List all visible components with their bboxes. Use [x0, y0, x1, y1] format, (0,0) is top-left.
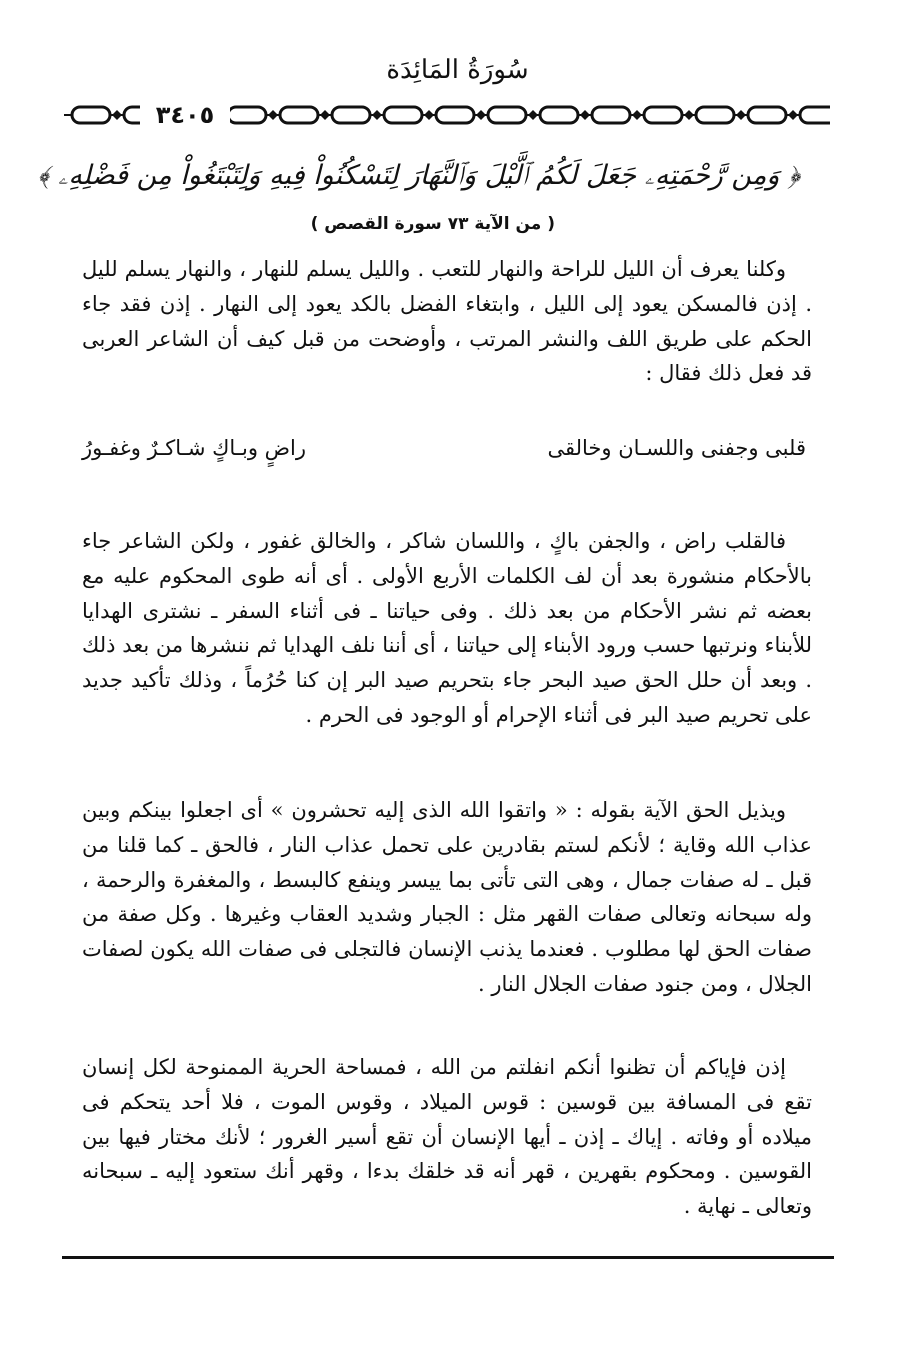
- ornament-diamond: [424, 110, 434, 120]
- ornament-link: [488, 107, 526, 123]
- ornament-link: [800, 107, 830, 123]
- ornament-diamond: [372, 110, 382, 120]
- paragraph-3: [82, 793, 812, 1002]
- ornament-diamond: [320, 110, 330, 120]
- paragraph-4: [82, 1050, 812, 1224]
- ornament-link: [592, 107, 630, 123]
- paragraph-text: فالقلب راض ، والجفن باكٍ ، واللسان شاكر ، والخالق غفور ، ولكن الشاعر جاء بالأحكام منشورة بعد أن لف الكلمات الأربع الأولى . أى أنه طوى المحكوم عليه مع بعضه ثم نشر الأحكام من بعد ذلك . وفى حياتنا ـ فى أثناء السفر ـ نشترى الهدايا للأبناء ونرتبها حسب ورود الأبناء إلى حياتنا ، أى أننا نلف الهدايا ثم ننشرها من بعد ذلك . وبعد أن حلل الحق صيد البحر جاء بتحريم صيد البر إن كنا حُرُماً ، وذلك تأكيد جديد على تحريم صيد البر فى أثناء الإحرام أو الوجود فى الحرم .: [82, 529, 812, 727]
- header-ornament-band: [60, 95, 830, 135]
- ornament-link: [436, 107, 474, 123]
- ornament-link: [228, 107, 266, 123]
- ornament-diamond: [112, 110, 122, 120]
- ornament-diamond: [684, 110, 694, 120]
- paragraph-1: [82, 252, 812, 391]
- poem-second-hemistich: راضٍ وبـاكٍ شـاكـرٌ وغفـورُ: [82, 436, 307, 460]
- ornament-link: [280, 107, 318, 123]
- ornament-link: [384, 107, 422, 123]
- ornament-link: [540, 107, 578, 123]
- surah-title: سُورَةُ المَائِدَة: [386, 55, 529, 85]
- quran-verse: ﴿ وَمِن رَّحْمَتِهِۦ جَعَلَ لَكُمُ ٱلَّيْلَ وَٱلنَّهَارَ لِتَسْكُنُواْ فِيهِ وَلِتَبْتَغُواْ مِن فَضْلِهِۦ ﴾: [37, 160, 800, 191]
- ornament-link: [332, 107, 370, 123]
- paragraph-text: وكلنا يعرف أن الليل للراحة والنهار للتعب . والليل يسلم للنهار ، والنهار يسلم لليل . إذن فالمسكن يعود إلى الليل ، وابتغاء الفضل بالكد يعود إلى النهار . إذن فقد جاء الحكم على طريق اللف والنشر المرتب ، وأوضحت من قبل كيف أن الشاعر العربى قد فعل ذلك فقال :: [82, 257, 812, 386]
- poem-verse: [82, 428, 806, 468]
- ornament-diamond: [736, 110, 746, 120]
- ornament-link: [72, 107, 110, 123]
- paragraph-text: إذن فإياكم أن تظنوا أنكم انفلتم من الله ، فمساحة الحرية الممنوحة لكل إنسان تقع فى المسافة بين قوسين : قوس الميلاد ، وقوس الموت ، فلا أحد يتحكم فى ميلاده أو وفاته . إياك ـ إذن ـ أيها الإنسان أن تقع أسير الغرور ؛ لأنك مختار فيها بين القوسين . ومحكوم بقهرين ، قهر أنه قد خلقك بدءا ، وقهر أنك ستعود إليه ـ سبحانه وتعالى ـ نهاية .: [82, 1055, 812, 1219]
- ornament-diamond: [528, 110, 538, 120]
- ornament-diamond: [476, 110, 486, 120]
- ornament-diamond: [580, 110, 590, 120]
- footer-rule: [62, 1256, 834, 1259]
- ornament-diamond: [268, 110, 278, 120]
- paragraph-2: [82, 524, 812, 733]
- poem-first-hemistich: قلبى وجفنى واللسـان وخالقى: [547, 436, 806, 460]
- page-number: ٣٤٠٥: [140, 97, 230, 133]
- paragraph-text: ويذيل الحق الآية بقوله : « واتقوا الله الذى إليه تحشرون » أى اجعلوا بينكم وبين عذاب الله وقاية ؛ لأنكم لستم بقادرين على تحمل عذاب النار ، فالحق ـ كما قلنا من قبل ـ له صفات جمال ، وهى التى تأتى بما ييسر وينفع كالبسط ، والمغفرة والرحمة ، وله سبحانه وتعالى صفات القهر مثل : الجبار وشديد العقاب وغيرها . وكل صفة من صفات الحق لها مطلوب . فعندما يذنب الإنسان فالتجلى فى صفات الله يكون لصفات الجلال ، ومن جنود صفات الجلال النار .: [82, 798, 812, 996]
- ornament-diamond: [788, 110, 798, 120]
- ornament-link: [644, 107, 682, 123]
- ornament-diamond: [632, 110, 642, 120]
- verse-reference: ( من الآية ٧٣ سورة القصص ): [310, 214, 555, 234]
- ornament-link: [696, 107, 734, 123]
- ornament-link: [748, 107, 786, 123]
